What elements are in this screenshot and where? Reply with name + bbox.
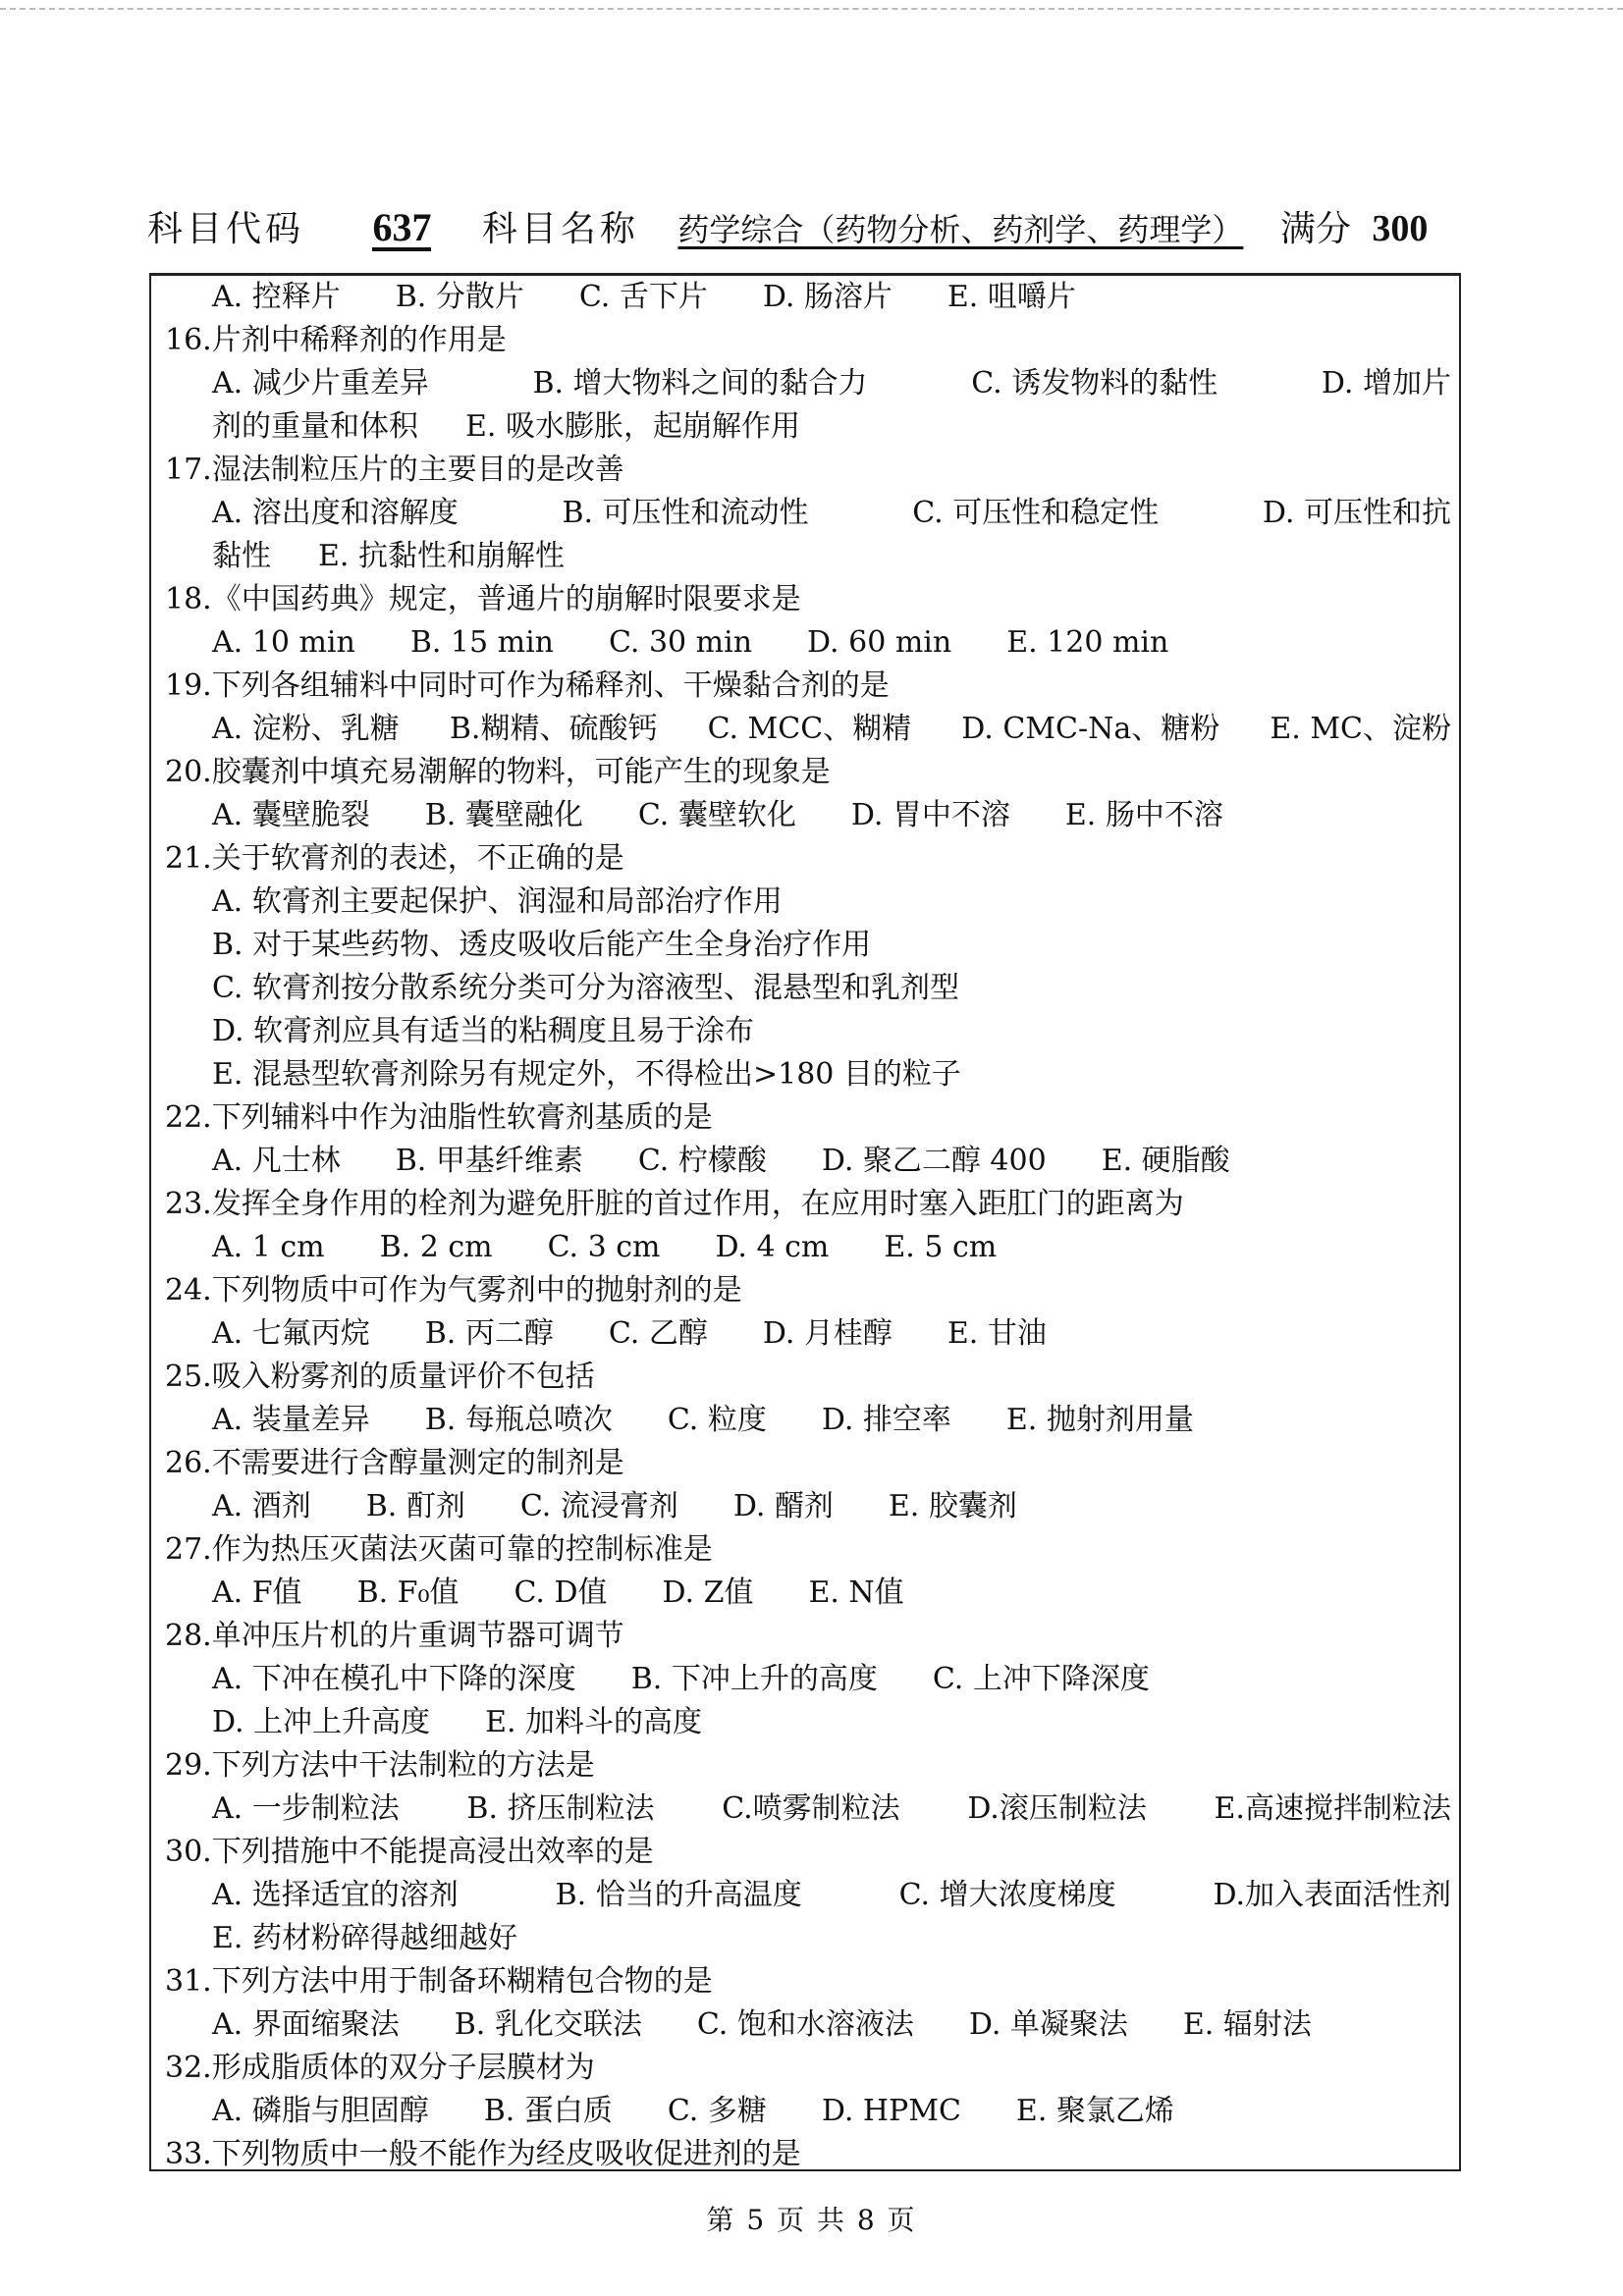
- answer-option: A. 磷脂与胆固醇: [212, 2094, 429, 2128]
- answer-option: B. 对于某些药物、透皮吸收后能产生全身治疗作用: [212, 928, 872, 962]
- answer-option: A. 淀粉、乳糖: [212, 712, 400, 746]
- answer-option: A. 酒剂: [212, 1489, 311, 1523]
- options-line: [165, 405, 1451, 449]
- question-stem: 29.下列方法中干法制粒的方法是: [165, 1748, 595, 1783]
- question-stem: 17.湿法制粒压片的主要目的是改善: [165, 453, 624, 487]
- answer-option: E. MC、淀粉: [1270, 712, 1451, 746]
- subject-name: 药学综合（药物分析、药剂学、药理学）: [677, 211, 1244, 248]
- answer-option: D. 胃中不溶: [850, 798, 1010, 832]
- question-stem: 33.下列物质中一般不能作为经皮吸收促进剂的是: [165, 2137, 801, 2171]
- subject-code: 637: [372, 205, 432, 249]
- answer-option: A. 10 min: [212, 625, 355, 660]
- question-stem: 18.《中国药典》规定，普通片的崩解时限要求是: [165, 582, 801, 616]
- answer-option: C. 囊壁软化: [637, 798, 796, 832]
- answer-option: C. 软膏剂按分散系统分类可分为溶液型、混悬型和乳剂型: [212, 971, 959, 1005]
- answer-option: D. Z值: [662, 1575, 754, 1610]
- answer-option: E. 抛射剂用量: [1005, 1403, 1194, 1437]
- question-stem: 30.下列措施中不能提高浸出效率的是: [165, 1835, 654, 1869]
- answer-option: B. 恰当的升高温度: [555, 1878, 802, 1912]
- full-score: 300: [1372, 208, 1429, 249]
- options-line: [165, 492, 1451, 535]
- subject-code-label: 科目代码: [147, 209, 305, 249]
- answer-option: D. HPMC: [821, 2094, 961, 2128]
- answer-option: C. 可压性和稳定性: [912, 496, 1160, 530]
- options-line: [165, 2003, 1451, 2047]
- answer-option: B. 增大物料之间的黏合力: [532, 366, 868, 400]
- answer-option: D. 单凝聚法: [968, 2007, 1128, 2042]
- answer-option: E. 甘油: [947, 1316, 1047, 1351]
- question-stem: 19.下列各组辅料中同时可作为稀释剂、干燥黏合剂的是: [165, 668, 890, 703]
- answer-option: D. 上冲上升高度: [212, 1705, 431, 1739]
- answer-option: A. 1 cm: [212, 1230, 325, 1264]
- answer-option: B. 可压性和流动性: [562, 496, 809, 530]
- options-line: [165, 1572, 1451, 1615]
- answer-option: D. 醑剂: [732, 1489, 834, 1523]
- answer-option: C. 乙醇: [608, 1316, 708, 1351]
- answer-option: A. F值: [212, 1575, 302, 1610]
- options-line: [165, 1399, 1451, 1442]
- answer-option: A. 凡士林: [212, 1144, 341, 1178]
- options-line: [165, 967, 1451, 1010]
- answer-option: E.高速搅拌制粒法: [1214, 1791, 1451, 1826]
- answer-option: B.糊精、硫酸钙: [449, 712, 658, 746]
- question-stem: 20.胶囊剂中填充易潮解的物料，可能产生的现象是: [165, 755, 831, 789]
- answer-option: C. 流浸膏剂: [519, 1489, 678, 1523]
- answer-option: D. 月桂醇: [762, 1316, 893, 1351]
- answer-option: C. 诱发物料的黏性: [971, 366, 1218, 400]
- answer-option: E. 辐射法: [1182, 2007, 1312, 2042]
- answer-option: E. 抗黏性和崩解性: [318, 539, 565, 573]
- options-line: [165, 276, 1451, 319]
- answer-option: C. 粒度: [667, 1403, 767, 1437]
- answer-option: B. 乳化交联法: [454, 2007, 642, 2042]
- answer-option: A. 控释片: [212, 280, 341, 314]
- answer-option: D. 60 min: [807, 625, 952, 660]
- answer-option: A. 减少片重差异: [212, 366, 429, 400]
- answer-option: E. 吸水膨胀，起崩解作用: [465, 409, 800, 444]
- options-line: [165, 621, 1451, 665]
- answer-option: B. 分散片: [395, 280, 524, 314]
- options-line: [165, 708, 1451, 751]
- answer-option: D. CMC-Na、糖粉: [961, 712, 1220, 746]
- answer-option: C. 30 min: [609, 625, 753, 660]
- answer-option: A. 选择适宜的溶剂: [212, 1878, 459, 1912]
- answer-option: A. 软膏剂主要起保护、润湿和局部治疗作用: [212, 884, 783, 919]
- options-line: [165, 794, 1451, 837]
- answer-option: A. 囊壁脆裂: [212, 798, 370, 832]
- question-list: [165, 276, 1451, 2176]
- answer-option: C. 舌下片: [578, 280, 708, 314]
- answer-option: E. 混悬型软膏剂除另有规定外，不得检出>180 目的粒子: [212, 1057, 961, 1092]
- answer-option: A. 七氟丙烷: [212, 1316, 370, 1351]
- answer-option: E. 药材粉碎得越细越好: [212, 1921, 517, 1955]
- answer-option: D.加入表面活性剂: [1213, 1878, 1451, 1912]
- answer-option: C.喷雾制粒法: [722, 1791, 900, 1826]
- question-stem: 25.吸入粉雾剂的质量评价不包括: [165, 1360, 595, 1394]
- answer-option: B. 酊剂: [365, 1489, 465, 1523]
- question-stem: 22.下列辅料中作为油脂性软膏剂基质的是: [165, 1100, 713, 1135]
- full-score-label: 满分: [1279, 209, 1351, 249]
- options-line: [165, 1874, 1451, 1917]
- answer-option: E. 肠中不溶: [1064, 798, 1223, 832]
- answer-option: D.滚压制粒法: [967, 1791, 1147, 1826]
- question-stem: 31.下列方法中用于制备环糊精包合物的是: [165, 1964, 713, 1999]
- answer-option: A. 装量差异: [212, 1403, 370, 1437]
- options-line: [165, 1053, 1451, 1096]
- options-line: [165, 1312, 1451, 1356]
- question-stem: 24.下列物质中可作为气雾剂中的抛射剂的是: [165, 1273, 742, 1308]
- question-stem: 21.关于软膏剂的表述，不正确的是: [165, 841, 624, 876]
- answer-option: A. 溶出度和溶解度: [212, 496, 459, 530]
- answer-option: C. MCC、糊精: [707, 712, 912, 746]
- options-line: [165, 1788, 1451, 1831]
- answer-option: E. 5 cm: [884, 1230, 998, 1264]
- answer-option: C. 柠檬酸: [637, 1144, 767, 1178]
- question-stem: 28.单冲压片机的片重调节器可调节: [165, 1619, 624, 1653]
- answer-option: B. 每瓶总喷次: [424, 1403, 613, 1437]
- answer-option: D. 增加片: [1321, 366, 1451, 400]
- question-stem: 23.发挥全身作用的栓剂为避免肝脏的首过作用，在应用时塞入距肛门的距离为: [165, 1187, 1184, 1221]
- answer-option: C. D值: [514, 1575, 608, 1610]
- answer-option: E. 聚氯乙烯: [1015, 2094, 1174, 2128]
- answer-option: C. 多糖: [667, 2094, 767, 2128]
- answer-option: B. 2 cm: [379, 1230, 493, 1264]
- answer-option: E. 120 min: [1006, 625, 1169, 660]
- options-line: [165, 1485, 1451, 1528]
- answer-option: D. 可压性和抗: [1262, 496, 1451, 530]
- page-number: 第 5 页 共 8 页: [706, 2204, 917, 2236]
- answer-option: B. 蛋白质: [483, 2094, 613, 2128]
- answer-option: D. 聚乙二醇 400: [821, 1144, 1047, 1178]
- answer-option: A. 下冲在模孔中下降的深度: [212, 1662, 576, 1696]
- answer-option: B. 挤压制粒法: [466, 1791, 655, 1826]
- options-line: [165, 1701, 1451, 1744]
- options-line: [165, 535, 1451, 578]
- answer-option: B. 丙二醇: [424, 1316, 554, 1351]
- answer-option: D. 排空率: [821, 1403, 951, 1437]
- answer-option: D. 肠溶片: [762, 280, 893, 314]
- answer-option: C. 3 cm: [547, 1230, 661, 1264]
- options-line: [165, 1140, 1451, 1183]
- subject-name-label: 科目名称: [481, 209, 639, 249]
- answer-option: 剂的重量和体积: [212, 409, 418, 444]
- answer-option: D. 4 cm: [715, 1230, 830, 1264]
- answer-option: A. 一步制粒法: [212, 1791, 400, 1826]
- answer-option: D. 软膏剂应具有适当的粘稠度且易于涂布: [212, 1014, 755, 1048]
- answer-option: C. 饱和水溶液法: [696, 2007, 914, 2042]
- answer-option: A. 界面缩聚法: [212, 2007, 400, 2042]
- answer-option: E. 硬脂酸: [1101, 1144, 1230, 1178]
- question-box: [149, 273, 1461, 2171]
- options-line: [165, 924, 1451, 967]
- answer-option: E. 咀嚼片: [947, 280, 1076, 314]
- options-line: [165, 1917, 1451, 1960]
- options-line: [165, 881, 1451, 924]
- question-stem: 26.不需要进行含醇量测定的制剂是: [165, 1446, 624, 1480]
- options-line: [165, 1658, 1451, 1701]
- scan-artifact-line: [0, 8, 1623, 10]
- question-stem: 27.作为热压灭菌法灭菌可靠的控制标准是: [165, 1532, 713, 1567]
- answer-option: B. 15 min: [409, 625, 555, 660]
- options-line: [165, 362, 1451, 405]
- question-stem: 16.片剂中稀释剂的作用是: [165, 323, 507, 357]
- answer-option: B. F₀值: [356, 1575, 460, 1610]
- answer-option: C. 增大浓度梯度: [898, 1878, 1116, 1912]
- options-line: [165, 1226, 1451, 1269]
- answer-option: B. 甲基纤维素: [395, 1144, 583, 1178]
- options-line: [165, 1010, 1451, 1053]
- answer-option: B. 囊壁融化: [424, 798, 583, 832]
- options-line: [165, 2090, 1451, 2133]
- answer-option: E. 胶囊剂: [888, 1489, 1017, 1523]
- question-stem: 32.形成脂质体的双分子层膜材为: [165, 2051, 595, 2085]
- answer-option: 黏性: [212, 539, 271, 573]
- answer-option: E. 加料斗的高度: [485, 1705, 703, 1739]
- exam-header: [147, 201, 1429, 251]
- answer-option: C. 上冲下降深度: [932, 1662, 1150, 1696]
- answer-option: B. 下冲上升的高度: [630, 1662, 878, 1696]
- answer-option: E. N值: [808, 1575, 904, 1610]
